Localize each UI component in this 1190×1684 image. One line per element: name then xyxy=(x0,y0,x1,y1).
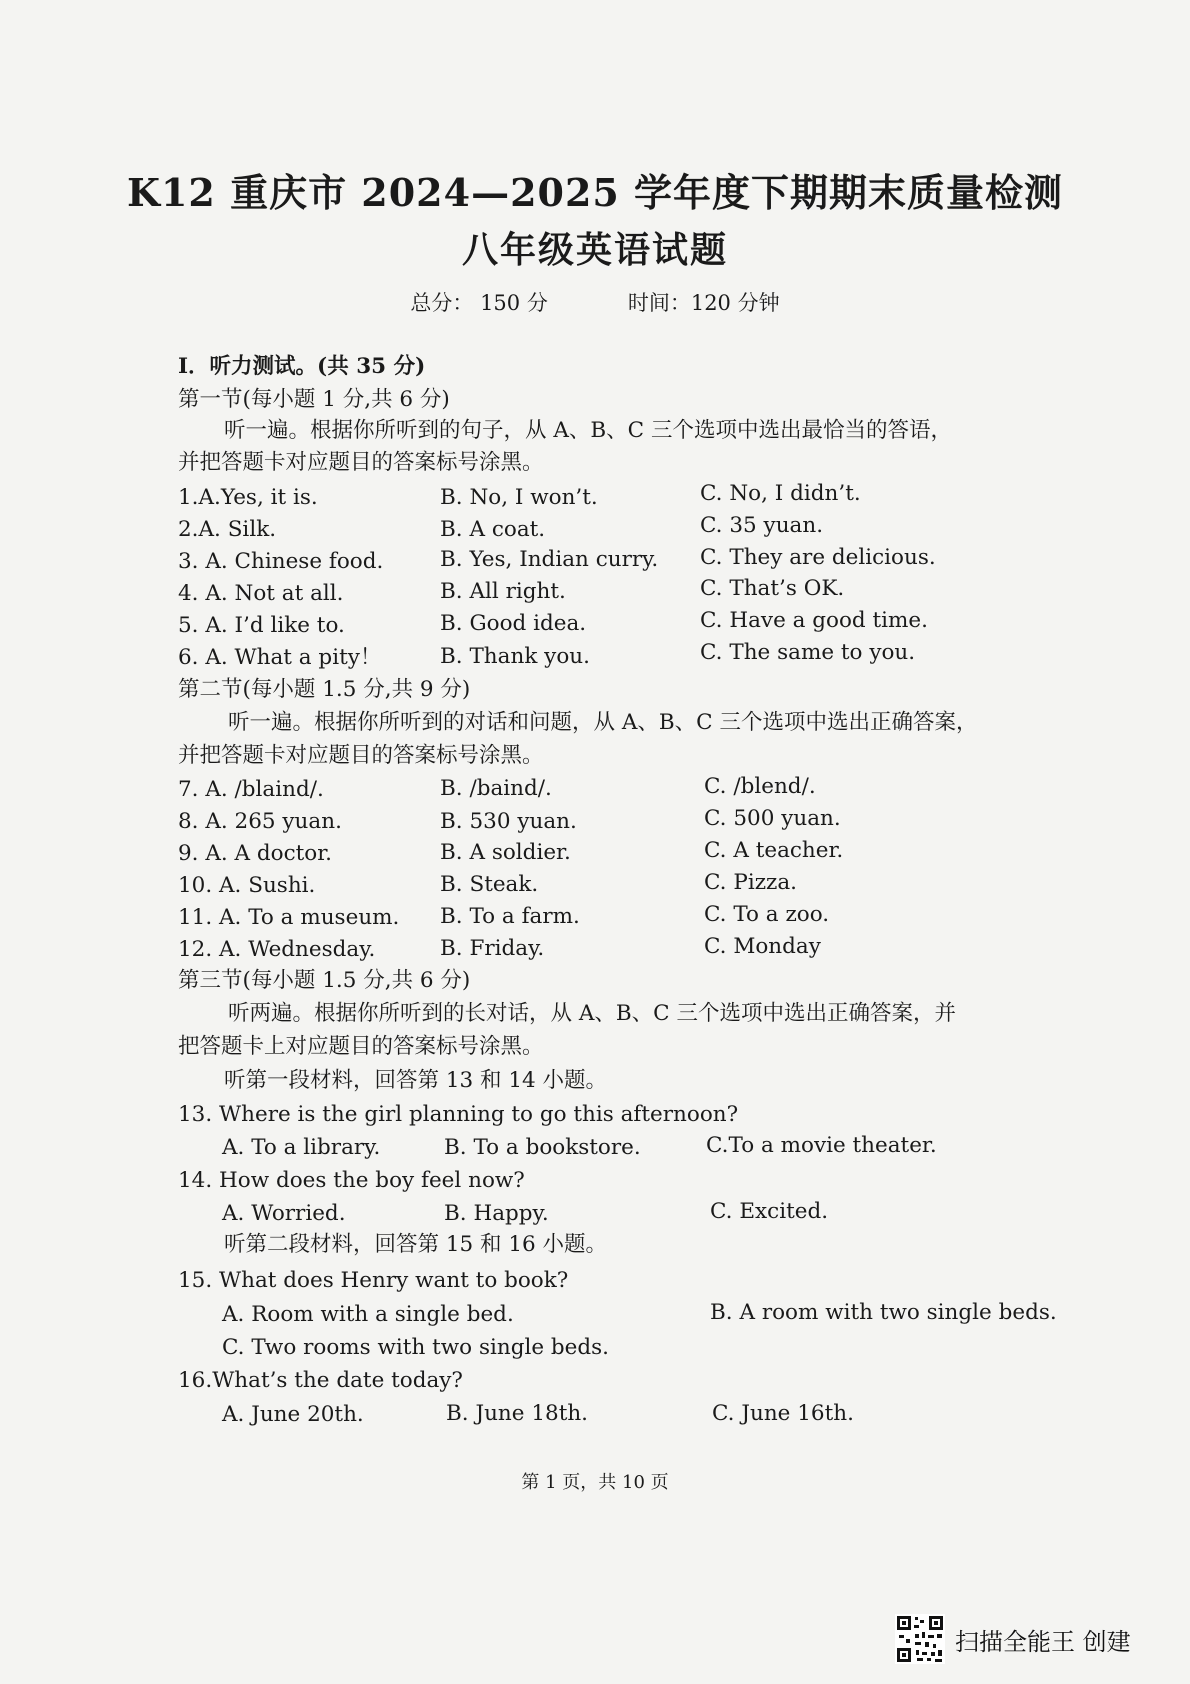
q5-option-c: C. Have a good time. xyxy=(700,608,928,633)
section3-heading: 第三节(每小题 1.5 分,共 6 分) xyxy=(178,968,471,993)
q4-option-a: 4. A. Not at all. xyxy=(178,581,344,606)
page-number: 第 1 页，共 10 页 xyxy=(521,1472,669,1493)
q6-option-a: 6. A. What a pity！ xyxy=(178,645,382,670)
section3-instruction-cont: 把答题卡上对应题目的答案标号涂黑。 xyxy=(178,1034,544,1059)
q3-option-a: 3. A. Chinese food. xyxy=(178,549,384,574)
exam-subtitle: 八年级英语试题 xyxy=(461,229,728,271)
q10-option-c: C. Pizza. xyxy=(704,870,798,895)
section3-instruction: 听两遍。根据你所听到的长对话，从 A、B、C 三个选项中选出正确答案，并 xyxy=(228,1001,956,1026)
q16-option-b: B. June 18th. xyxy=(446,1401,589,1426)
q13-option-a: A. To a library. xyxy=(222,1135,381,1160)
q15-option-c: C. Two rooms with two single beds. xyxy=(222,1335,610,1360)
q11-option-a: 11. A. To a museum. xyxy=(178,905,400,930)
q14-option-c: C. Excited. xyxy=(710,1199,829,1224)
q13-option-c: C.To a movie theater. xyxy=(706,1133,937,1158)
q3-option-c: C. They are delicious. xyxy=(700,545,936,570)
q7-option-c: C. /blend/. xyxy=(704,774,816,799)
q2-option-c: C. 35 yuan. xyxy=(700,513,824,538)
q1-option-b: B. No, I won’t. xyxy=(440,485,598,510)
section2-instruction-cont: 并把答题卡对应题目的答案标号涂黑。 xyxy=(178,743,544,768)
q13-option-b: B. To a bookstore. xyxy=(444,1135,641,1160)
q15-option-b: B. A room with two single beds. xyxy=(710,1300,1057,1325)
q5-option-a: 5. A. I’d like to. xyxy=(178,613,345,638)
q12-option-c: C. Monday xyxy=(704,934,821,959)
q4-option-c: C. That’s OK. xyxy=(700,576,845,601)
q11-option-c: C. To a zoo. xyxy=(704,902,830,927)
q10-option-b: B. Steak. xyxy=(440,872,539,897)
q6-option-b: B. Thank you. xyxy=(440,644,590,669)
q2-option-a: 2.A. Silk. xyxy=(178,517,277,542)
section2-instruction: 听一遍。根据你所听到的对话和问题，从 A、B、C 三个选项中选出正确答案， xyxy=(228,710,978,735)
q15-option-a: A. Room with a single bed. xyxy=(222,1302,514,1327)
q12-option-b: B. Friday. xyxy=(440,936,545,961)
q15-stem: 15. What does Henry want to book? xyxy=(178,1268,569,1293)
q16-stem: 16.What’s the date today? xyxy=(178,1368,463,1393)
q9-option-c: C. A teacher. xyxy=(704,838,844,863)
q16-option-a: A. June 20th. xyxy=(222,1402,364,1427)
q12-option-a: 12. A. Wednesday. xyxy=(178,937,376,962)
q1-option-c: C. No, I didn’t. xyxy=(700,481,861,506)
q7-option-b: B. /baind/. xyxy=(440,776,552,801)
scanner-watermark xyxy=(895,1614,1185,1664)
material1-note: 听第一段材料，回答第 13 和 14 小题。 xyxy=(224,1068,608,1093)
exam-time: 时间：120 分钟 xyxy=(627,291,780,315)
total-score: 总分： 150 分 xyxy=(410,291,548,315)
section1-instruction: 听一遍。根据你所听到的句子，从 A、B、C 三个选项中选出最恰当的答语， xyxy=(224,418,952,443)
q8-option-b: B. 530 yuan. xyxy=(440,809,577,834)
section1-instruction-cont: 并把答题卡对应题目的答案标号涂黑。 xyxy=(178,450,544,475)
q4-option-b: B. All right. xyxy=(440,579,566,604)
q13-stem: 13. Where is the girl planning to go this afternoon? xyxy=(178,1102,739,1127)
material2-note: 听第二段材料，回答第 15 和 16 小题。 xyxy=(224,1232,608,1257)
q9-option-a: 9. A. A doctor. xyxy=(178,841,332,866)
q14-option-a: A. Worried. xyxy=(222,1201,346,1226)
q16-option-c: C. June 16th. xyxy=(712,1401,854,1426)
q9-option-b: B. A soldier. xyxy=(440,840,571,865)
q1-option-a: 1.A.Yes, it is. xyxy=(178,485,318,510)
part1-heading: Ⅰ．听力测试。(共 35 分) xyxy=(178,354,426,379)
q3-option-b: B. Yes, Indian curry. xyxy=(440,547,659,572)
qr-code-icon xyxy=(895,1614,945,1664)
watermark-text: 扫描全能王 创建 xyxy=(955,1627,1131,1656)
q10-option-a: 10. A. Sushi. xyxy=(178,873,316,898)
q7-option-a: 7. A. /blaind/. xyxy=(178,777,324,802)
q8-option-a: 8. A. 265 yuan. xyxy=(178,809,342,834)
section2-heading: 第二节(每小题 1.5 分,共 9 分) xyxy=(178,677,471,702)
q5-option-b: B. Good idea. xyxy=(440,611,587,636)
q11-option-b: B. To a farm. xyxy=(440,904,580,929)
q2-option-b: B. A coat. xyxy=(440,517,546,542)
section1-heading: 第一节(每小题 1 分,共 6 分) xyxy=(178,387,450,412)
q6-option-c: C. The same to you. xyxy=(700,640,916,665)
q14-option-b: B. Happy. xyxy=(444,1201,549,1226)
exam-title: K12 重庆市 2024—2025 学年度下期期末质量检测 xyxy=(126,170,1064,215)
exam-meta xyxy=(0,287,1190,317)
q14-stem: 14. How does the boy feel now? xyxy=(178,1168,525,1193)
q8-option-c: C. 500 yuan. xyxy=(704,806,841,831)
